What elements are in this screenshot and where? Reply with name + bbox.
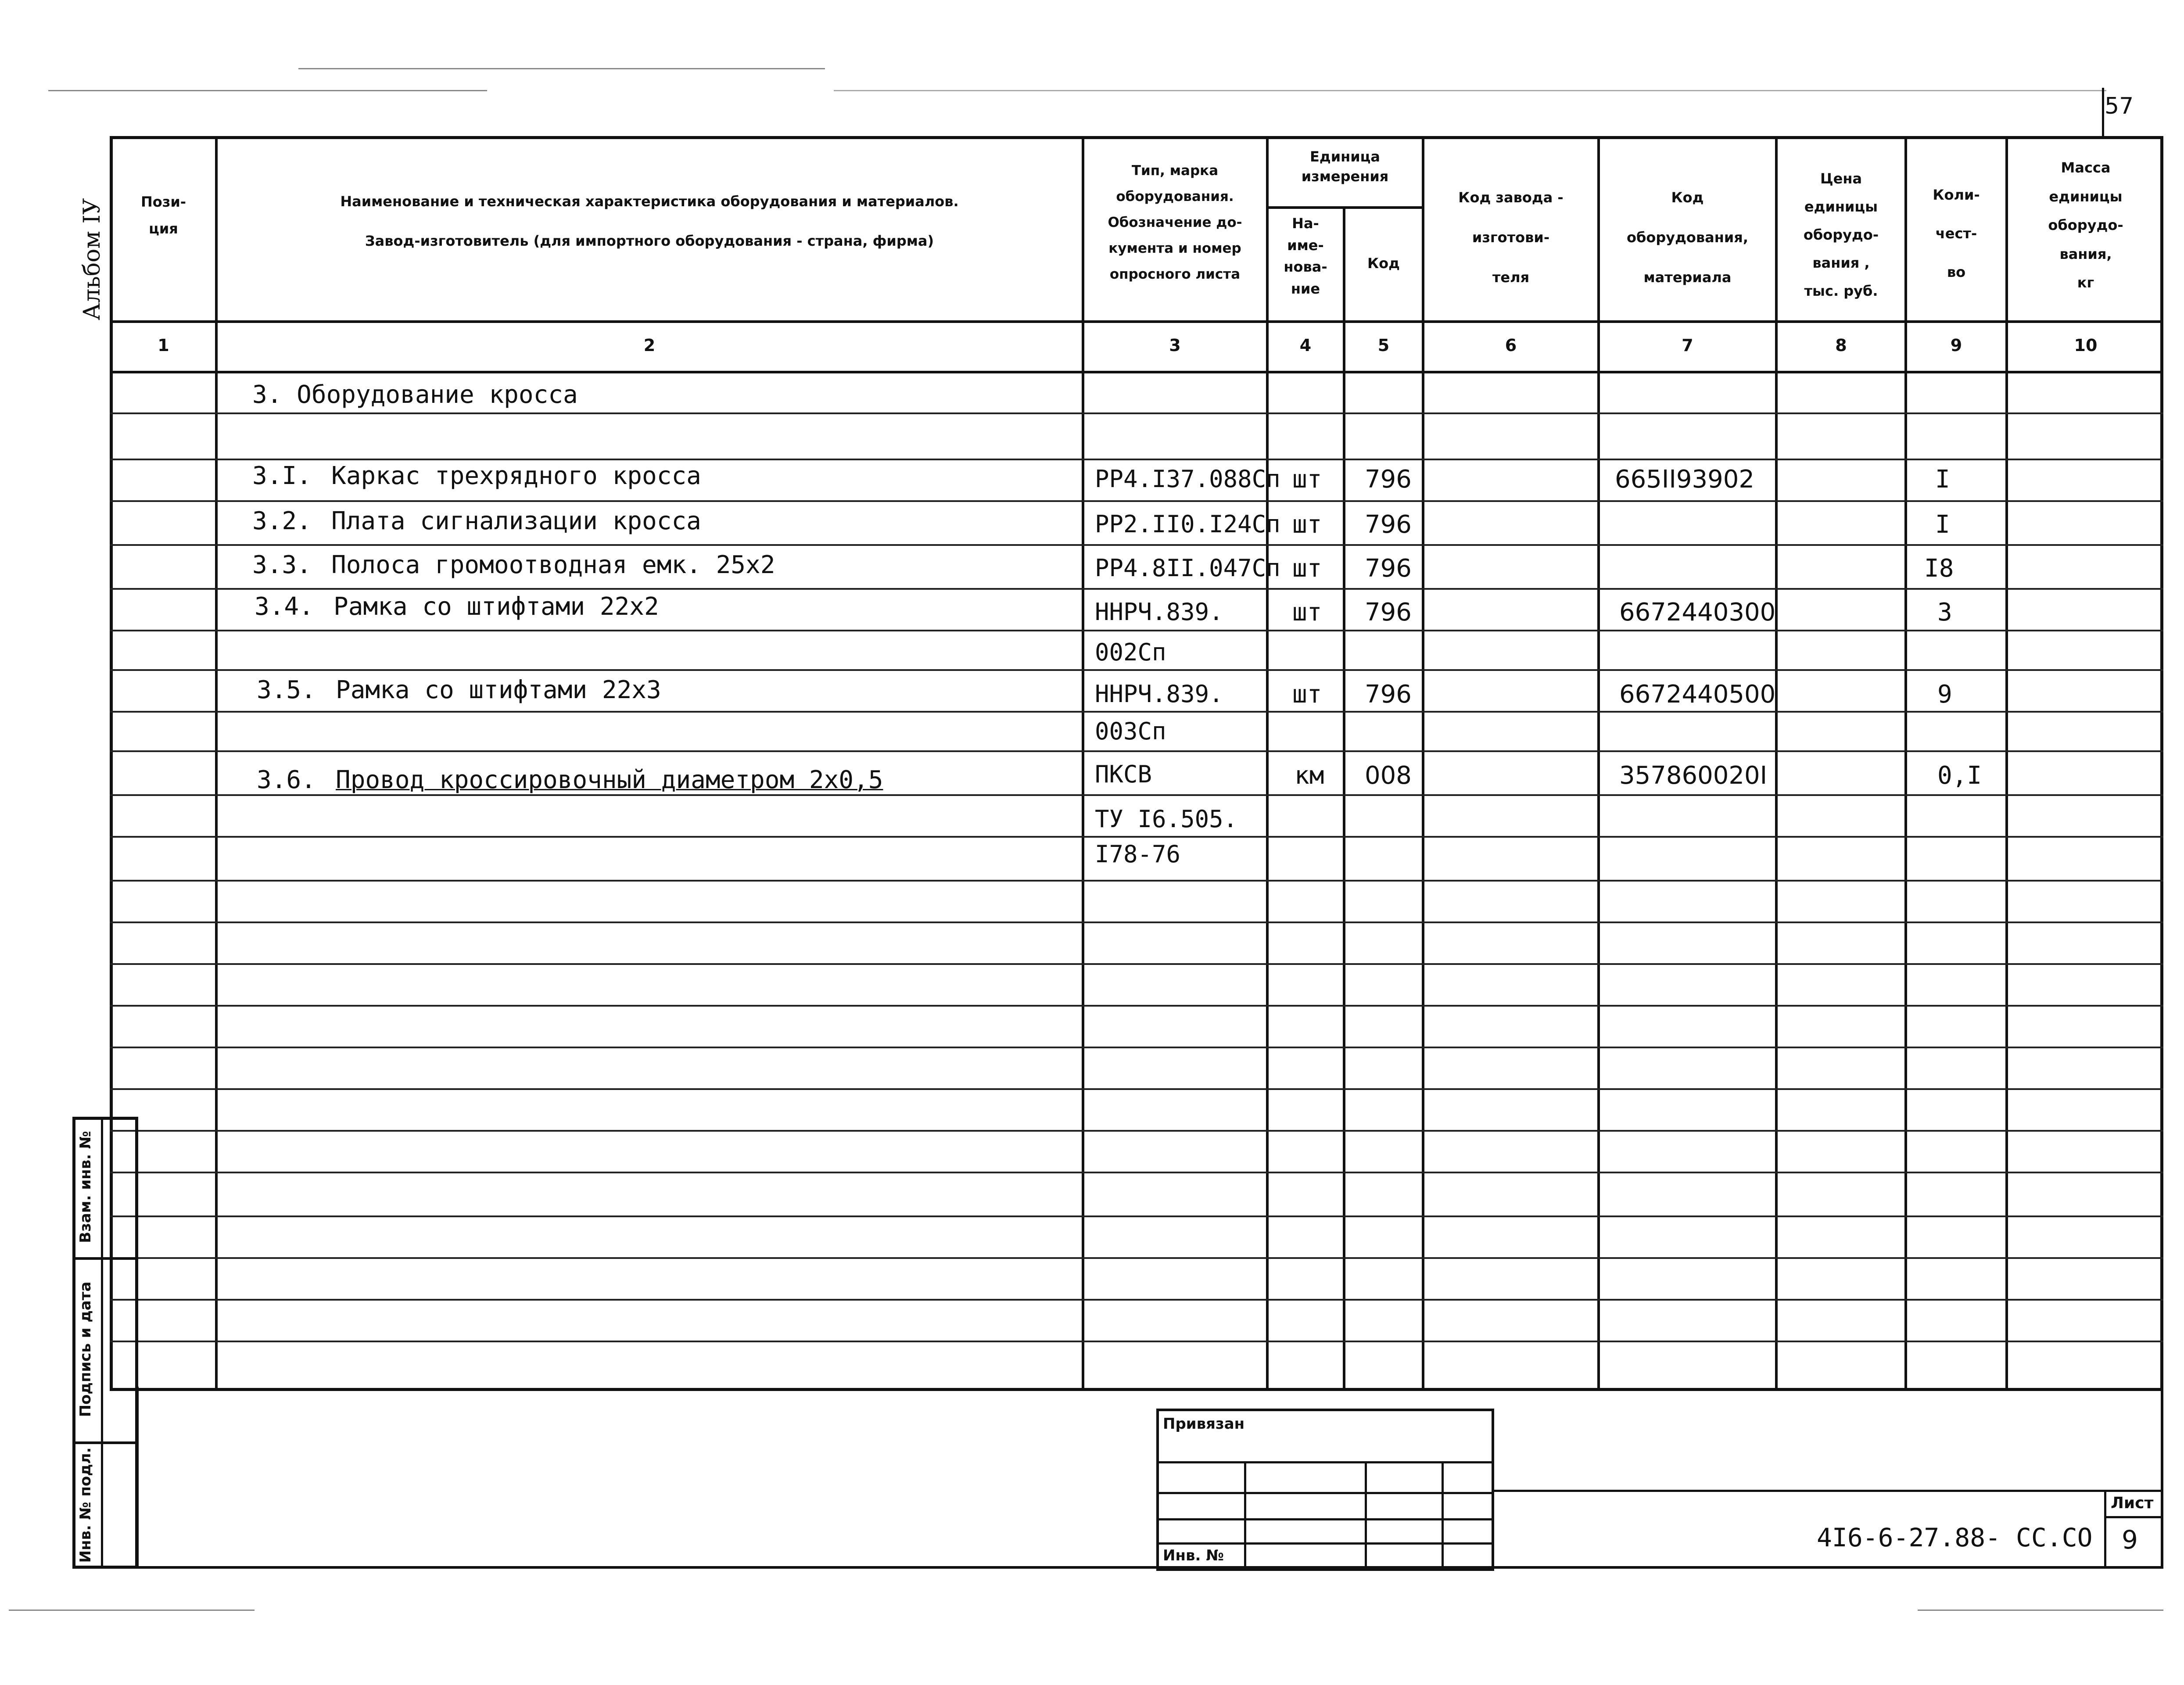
item-equipment-code: 6672440300	[1619, 598, 1776, 627]
row-line	[110, 880, 2163, 882]
unit-header-divider	[1266, 206, 1422, 209]
row-line	[110, 1005, 2163, 1007]
item-quantity: 0,I	[1937, 761, 1982, 790]
sheet-label: Лист	[2111, 1494, 2154, 1512]
item-type: ПКСВ	[1095, 760, 1152, 788]
col-line	[1082, 136, 1084, 1391]
header-quantity: Коли- чест- во	[1933, 186, 1980, 280]
colnum-2: 2	[643, 336, 656, 355]
item-quantity: 3	[1937, 598, 1952, 627]
row-line	[110, 669, 2163, 671]
header-unit-name: На- име- нова- ние	[1284, 215, 1327, 297]
side-label-inv: Инв. № подл.	[77, 1447, 94, 1563]
item-name: Провод кроссировочный диаметром 2х0,5	[336, 766, 883, 794]
colnum-3: 3	[1169, 336, 1181, 355]
colnum-5: 5	[1377, 336, 1390, 355]
row-line	[110, 963, 2163, 965]
item-quantity: I	[1935, 510, 1950, 539]
item-name: Рамка со штифтами 22х2	[334, 592, 659, 621]
stamp-divider	[1442, 1461, 1444, 1571]
row-line	[110, 630, 2163, 631]
item-type: ННРЧ.839.	[1095, 598, 1223, 626]
doc-code-top-line	[1494, 1490, 2163, 1492]
row-line	[110, 500, 2163, 502]
colnum-bottom-line	[110, 371, 2163, 373]
item-quantity: I8	[1924, 554, 1954, 583]
header-type: Тип, марка оборудования. Обозначение до- кумента и номер опросного листа	[1108, 163, 1242, 282]
item-unit-code: 796	[1365, 680, 1412, 709]
row-line	[110, 921, 2163, 923]
row-line	[110, 1299, 2163, 1301]
item-name: Плата сигнализации кросса	[331, 507, 701, 535]
row-line	[110, 711, 2163, 713]
header-unit: Единица измерения	[1301, 148, 1389, 185]
item-position: 3.3.	[252, 551, 312, 579]
item-unit-code: 796	[1365, 465, 1412, 494]
row-line	[110, 1088, 2163, 1090]
col-line	[1775, 136, 1778, 1391]
col-line	[1343, 206, 1345, 1391]
colnum-10: 10	[2074, 336, 2098, 355]
item-type-cont: 002Cп	[1095, 638, 1166, 666]
header-equipment-code: Код оборудования, материала	[1627, 189, 1748, 286]
col-line	[2005, 136, 2008, 1391]
row-line	[110, 459, 2163, 460]
item-unit: шт	[1292, 680, 1322, 709]
item-unit: км	[1295, 761, 1324, 790]
privyazan-label: Привязан	[1163, 1415, 1245, 1433]
row-line	[110, 412, 2163, 414]
sheet-number: 9	[2122, 1525, 2138, 1555]
header-mass: Масса единицы оборудо- вания, кг	[2048, 159, 2123, 291]
item-quantity: I	[1935, 465, 1950, 494]
col-line	[215, 136, 218, 1391]
page-number: 57	[2105, 93, 2134, 119]
item-type: PP4.I37.088Cп	[1095, 465, 1280, 493]
stamp-divider	[1365, 1461, 1367, 1571]
row-line	[110, 1047, 2163, 1048]
col-line	[1597, 136, 1600, 1391]
item-equipment-code: 357860020I	[1619, 761, 1768, 790]
item-type-cont: I78-76	[1095, 840, 1181, 868]
col-line	[1904, 136, 1907, 1391]
header-price: Цена единицы оборудо- вания , тыс. руб.	[1803, 170, 1879, 299]
item-position: 3.6.	[257, 766, 316, 794]
row-line	[110, 1130, 2163, 1132]
item-equipment-code: 6672440500	[1619, 680, 1776, 709]
item-position: 3.2.	[252, 507, 312, 535]
item-type: PP2.II0.I24Cп	[1095, 510, 1280, 538]
header-position: Пози- ция	[140, 194, 186, 237]
colnum-7: 7	[1682, 336, 1693, 355]
side-label-podpis: Подпись и дата	[77, 1281, 94, 1417]
header-name: Наименование и техническая характеристика оборудования и материалов. Завод-изготовитель (для импортного оборудования - страна, фирма)	[340, 193, 959, 249]
colnum-9: 9	[1950, 336, 1962, 355]
item-unit: шт	[1292, 598, 1322, 627]
row-line	[110, 1341, 2163, 1342]
item-position: 3.5.	[257, 676, 316, 704]
colnum-4: 4	[1299, 336, 1312, 355]
header-factory-code: Код завода - изготови- теля	[1458, 189, 1564, 286]
scan-artifact	[48, 90, 487, 91]
scan-artifact	[9, 1610, 255, 1611]
item-name: Полоса громоотводная емк. 25х2	[331, 551, 775, 579]
colnum-1: 1	[158, 336, 169, 355]
row-line	[110, 588, 2163, 590]
row-line	[110, 750, 2163, 752]
item-unit-code: 796	[1365, 554, 1412, 583]
sheet-divider	[2104, 1490, 2106, 1569]
colnum-6: 6	[1505, 336, 1517, 355]
item-unit: шт	[1292, 510, 1322, 539]
item-unit-code: 796	[1365, 598, 1412, 627]
scan-artifact	[834, 90, 2106, 91]
item-unit: шт	[1292, 554, 1322, 583]
sheet-line	[2104, 1516, 2163, 1518]
album-label: Альбом IУ	[79, 198, 105, 320]
item-type: PP4.8II.047Cп	[1095, 554, 1280, 582]
header-bottom-line	[110, 320, 2163, 323]
stamp-divider	[1244, 1461, 1246, 1571]
item-type: ННРЧ.839.	[1095, 680, 1223, 708]
item-type-cont: ТУ I6.505.	[1095, 805, 1238, 833]
item-unit-code: 008	[1365, 761, 1412, 790]
item-equipment-code: 665II93902	[1615, 465, 1755, 494]
scan-artifact	[298, 68, 825, 69]
item-unit-code: 796	[1365, 510, 1412, 539]
row-line	[110, 544, 2163, 546]
row-line	[110, 1257, 2163, 1259]
side-stamp-divider	[101, 1117, 103, 1569]
header-unit-code: Код	[1367, 255, 1400, 272]
colnum-8: 8	[1835, 336, 1847, 355]
col-line	[1266, 136, 1269, 1391]
row-line	[110, 1215, 2163, 1217]
col-line	[1422, 136, 1424, 1391]
item-type-cont: 003Cп	[1095, 717, 1166, 745]
item-position: 3.4.	[255, 592, 314, 621]
row-line	[110, 836, 2163, 838]
inv-no-label: Инв. №	[1163, 1547, 1224, 1564]
item-name: Рамка со штифтами 22х3	[336, 676, 661, 704]
item-quantity: 9	[1937, 680, 1952, 709]
row-line	[110, 1172, 2163, 1173]
section-title: 3. Оборудование кросса	[252, 380, 578, 409]
item-name: Каркас трехрядного кросса	[331, 462, 701, 490]
row-line	[110, 794, 2163, 796]
scan-artifact	[1918, 1610, 2163, 1611]
side-label-vzam: Взам. инв. №	[77, 1131, 94, 1243]
item-unit: шт	[1292, 465, 1322, 494]
doc-code: 4I6-6-27.88- CC.CO	[1817, 1523, 2093, 1552]
item-position: 3.I.	[252, 462, 312, 490]
